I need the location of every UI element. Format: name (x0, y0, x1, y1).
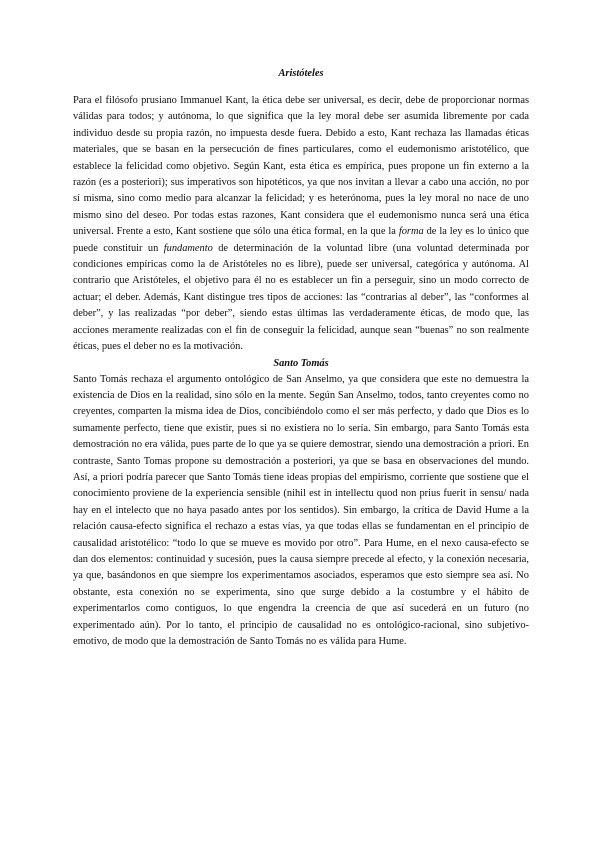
document-page (73, 66, 529, 650)
emphasis-fundamento: fundamento (163, 242, 213, 254)
paragraph-text-part-3: de determinación de la voluntad libre (una voluntad determinada por condiciones empíricas como la de Aristóteles no es libre), puede ser universal, categórica y autónoma. Al contrario que Aristóteles, el objetivo para él no es establecer un fin a perseguir, sino un modo correcto de actuar; el deber. Además, Kant distingue tres tipos de acciones: las “contrarias al deber”, las “conformes al deber”, y las realizadas “por deber”, siendo estas últimas las verdaderamente éticas, de modo que, las acciones meramente realizadas con el fin de conseguir la felicidad, aunque sean “buenas” no son realmente éticas, pues el deber no es la motivación. (73, 242, 530, 353)
paragraph-text-part-1: Para el filósofo prusiano Immanuel Kant, la ética debe ser universal, es decir, debe de proporcionar normas válidas para todos; y autónoma, lo que significa que la ley moral debe ser asumida libremente por cada individuo desde su propia razón, no impuesta desde fuera. Debido a esto, Kant rechaza las llamadas éticas materiales, que se basan en la persecución de fines particulares, como el eudemonismo aristotélico, que establece la felicidad como objetivo. Según Kant, esta ética es empírica, pues propone un fin externo a la razón (es a posteriori); sus imperativos son hipotéticos, ya que nos invitan a llevar a cabo una acción, no por sí misma, sino como medio para alcanzar la felicidad; y es heterónoma, pues la ley moral no nace de uno mismo sino del deseo. Por todas estas razones, Kant considera que el eudemonismo nunca será una ética universal. Frente a esto, Kant sostiene que sólo una ética formal, en la que la (73, 95, 529, 238)
emphasis-forma: forma (398, 226, 424, 238)
heading-aristoteles: Aristóteles (278, 68, 324, 79)
heading-santo-tomas: Santo Tomás (273, 357, 329, 369)
paragraph-kant-aristoteles (73, 93, 529, 356)
paragraph-text-part-2: de la ley es lo único que puede constituir un (73, 226, 529, 254)
paragraph-santo-tomas-hume: Santo Tomás rechaza el argumento ontológico de San Anselmo, ya que considera que este no demuestra la existencia de Dios en la realidad, sino sólo en la mente. Según San Anselmo, todos, tanto creyentes como no creyentes, comparten la misma idea de Dios, concibiéndolo como el ser más perfecto, y dado que Dios es lo sumamente perfecto, tiene que existir, pues si no existiera no lo sería. Sin embargo, para Santo Tomás esta demostración no era válida, pues parte de lo que ya se quiere demostrar, siendo una demostración a priori. En contraste, Santo Tomas propone su demostración a posteriori, ya que se basa en observaciones del mundo. Así, a priori podría parecer que Santo Tomás tiene ideas propias del empirismo, corriente que sostiene que el conocimiento proviene de la experiencia sensible (nihil est in intellectu quod non prius fuerit in sensu/ nada hay en el intelecto que no haya pasado antes por los sentidos). Sin embargo, la crítica de David Hume a la relación causa-efecto significa el rechazo a estas vías, ya que todas ellas se fundamentan en el principio de causalidad aristotélico: “todo lo que se mueve es movido por otro”. Para Hume, en el nexo causa-efecto se dan dos elementos: continuidad y sucesión, pues la causa siempre precede al efecto, y la conexión necesaria, ya que, basándonos en que siempre los experimentamos asociados, esperamos que esto siempre sea así. No obstante, esta conexión no se experimenta, sino que surge debido a la costumbre y el hábito de experimentarlos como contiguos, lo que engendra la creencia de que así sucederá en un futuro (no experimentado aún). Por lo tanto, el principio de causalidad no es ontológico-racional, sino subjetivo-emotivo, de modo que la demostración de Santo Tomás no es válida para Hume. (73, 373, 529, 647)
